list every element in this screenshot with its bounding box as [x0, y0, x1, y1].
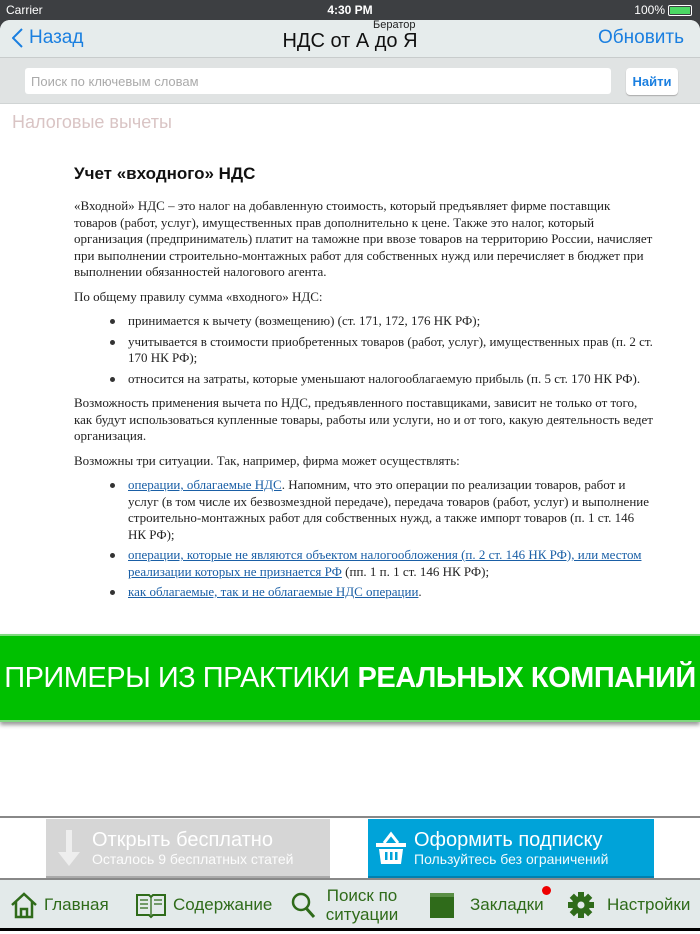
search-icon [290, 891, 316, 919]
app-window [0, 20, 700, 934]
carrier: Carrier [6, 3, 43, 17]
subscribe-button[interactable]: Оформить подписку Пользуйтесь без ограничений [368, 819, 654, 879]
status-bar [0, 0, 700, 20]
list-item: операции, облагаемые НДС. Напомним, что это операции по реализации товаров, работ и услуг (в том числе их безвозмездной передаче), передача товаров (работ, услуг) и выполнение строительно-монтажных работ для собственных нужд, а также импорт товаров (п. 1 ст. 146 НК РФ); [110, 477, 654, 543]
book-icon [135, 891, 167, 919]
list-item: учитывается в стоимости приобретенных товаров (работ, услуг), имущественных прав (п. 2 ст. 170 НК РФ); [110, 334, 654, 367]
list [110, 477, 654, 601]
bookmark-book-icon [428, 891, 456, 919]
battery-percent: 100% [634, 3, 665, 17]
tab-bar [0, 878, 700, 931]
paragraph: По общему правилу сумма «входного» НДС: [74, 288, 323, 304]
paragraph: «Входной» НДС – это налог на добавленную стоимость, который предъявляет фирме поставщик товаров (работ, услуг), имущественных прав дополнительно к цене. Также это налог, который организация (предприниматель) платит на таможне при ввозе товаров на территорию России, начисляет при выполнении строительно-монтажных работ для собственных нужд или перечисляет в бюджет при выполнении обязанностей налогового агента. [74, 198, 653, 279]
home-icon [10, 891, 38, 919]
article-link[interactable]: как облагаемые, так и не облагаемые НДС операции [128, 584, 419, 599]
tab-settings[interactable]: Настройки [567, 880, 690, 930]
list-item: как облагаемые, так и не облагаемые НДС операции. [110, 584, 654, 601]
promo-banner[interactable]: ПРИМЕРЫ ИЗ ПРАКТИКИ РЕАЛЬНЫХ КОМПАНИЙ [0, 634, 700, 722]
clock: 4:30 PM [327, 3, 373, 17]
find-button[interactable]: Найти [626, 68, 678, 95]
navigation-bar [0, 20, 700, 58]
gear-icon [567, 891, 595, 919]
section-title: Налоговые вычеты [12, 112, 172, 132]
list [110, 313, 654, 387]
action-bar [0, 816, 700, 878]
article [74, 164, 654, 609]
list-item: относится на затраты, которые уменьшают налогооблагаемую прибыль (п. 5 ст. 170 НК РФ). [110, 371, 654, 388]
article-heading: Учет «входного» НДС [74, 164, 256, 183]
article-link[interactable]: операции, облагаемые НДС [128, 477, 282, 492]
list-item: принимается к вычету (возмещению) (ст. 171, 172, 176 НК РФ); [110, 313, 654, 330]
battery-icon [668, 5, 692, 16]
paragraph: Возможны три ситуации. Так, например, фирма может осуществлять: [74, 452, 460, 468]
open-free-button[interactable]: Открыть бесплатно Осталось 9 бесплатных статей [46, 819, 330, 879]
app-subtitle: Бератор [373, 20, 416, 31]
tab-situation-search[interactable]: Поиск по ситуации [290, 880, 402, 930]
tab-contents[interactable]: Содержание [135, 880, 272, 930]
list-item: операции, которые не являются объектом налогообложения (п. 2 ст. 146 НК РФ), или местом реализации которых не признается РФ (пп. 1 п. 1 ст. 146 НК РФ); [110, 547, 654, 580]
search-input[interactable] [25, 68, 611, 94]
notification-badge [542, 886, 551, 895]
back-label: Назад [29, 27, 84, 48]
arrow-down-icon [56, 830, 82, 866]
search-bar [0, 58, 700, 104]
tab-bookmarks[interactable]: Закладки [428, 880, 544, 930]
refresh-button[interactable]: Обновить [597, 27, 684, 48]
tab-home[interactable]: Главная [10, 880, 109, 930]
basket-icon [376, 831, 406, 865]
paragraph: Возможность применения вычета по НДС, предъявленного поставщиками, зависит не только от того, как будут использоваться купленные товары, работы или услуги, но и от того, какую деятельность ведет организация. [74, 395, 653, 443]
article-link[interactable]: операции, которые не являются объектом налогообложения (п. 2 ст. 146 НК РФ), или местом реализации которых не признается РФ [128, 547, 642, 579]
page-title: НДС от А до Я [282, 30, 418, 52]
